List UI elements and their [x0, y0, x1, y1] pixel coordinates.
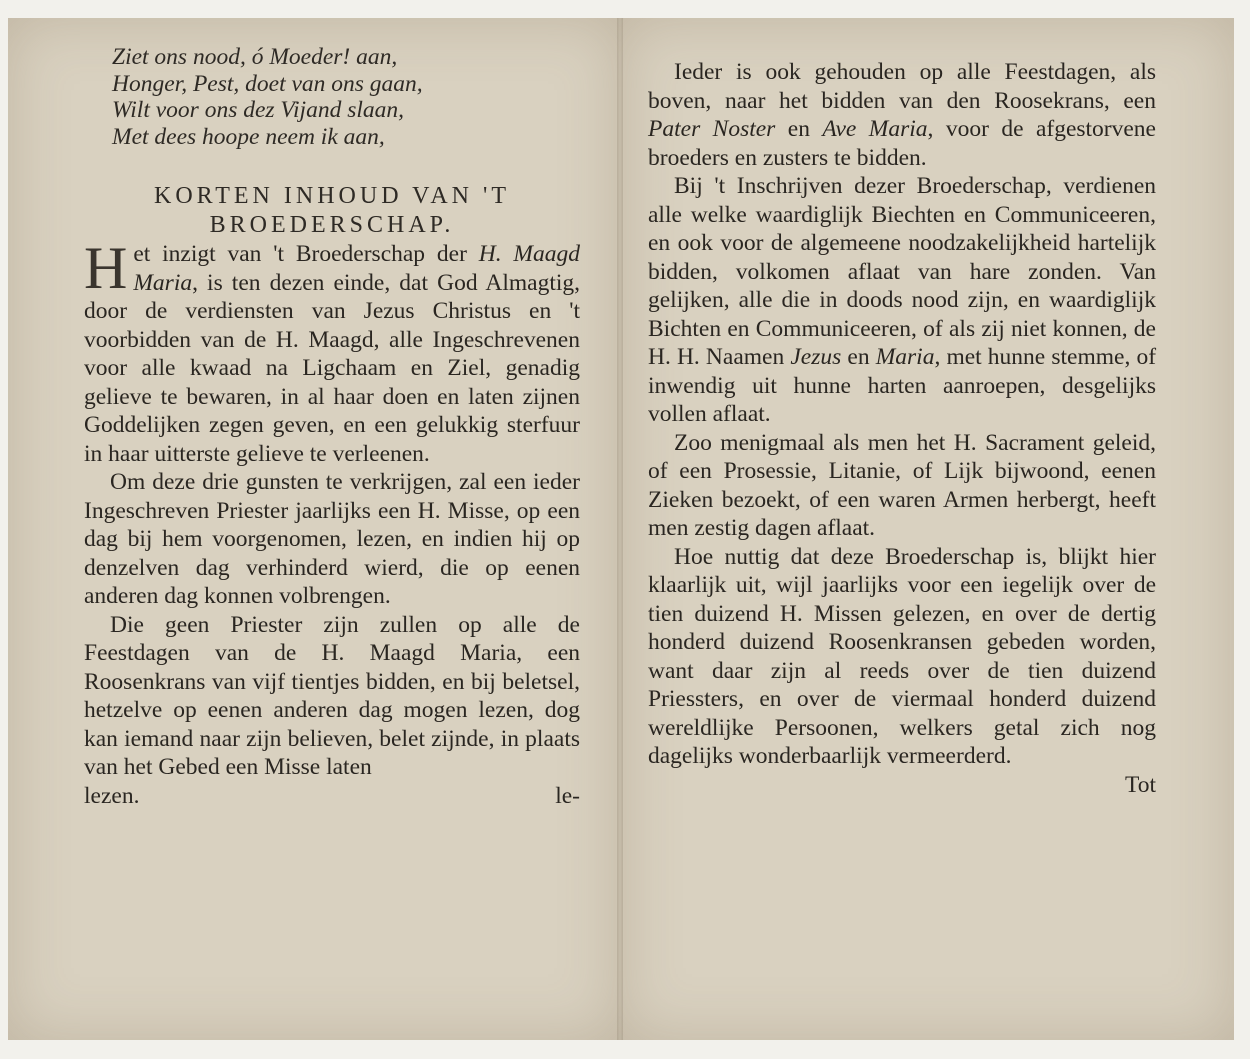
- left-page-footer: [84, 782, 580, 811]
- heading-line-2: BROEDERSCHAP.: [209, 212, 455, 238]
- poem-line: Wilt voor ons dez Vijand slaan,: [112, 97, 405, 123]
- left-column: [84, 44, 580, 810]
- paragraph-r2: [648, 172, 1156, 429]
- paragraph-r1: [648, 58, 1156, 172]
- paragraph-3: [84, 611, 580, 782]
- r2-text-e: , met hunne stemme, of inwendig uit hunne harten aanroepen, desgelijks vollen aflaat.: [648, 344, 1157, 427]
- r2-text-c: en: [847, 344, 870, 370]
- section-heading: [84, 182, 580, 240]
- r2-text-a: Bij 't Inschrijven dezer Broederschap, verdienen alle welke waardiglijk Biechten en Communiceeren, en ook voor de algemeene noodzakelijkheid hartelijk bidden, volkomen aflaat van hare zonden. Van gelijken, alle die in doods nood zijn, en waardiglijk Bichten en Communiceeren, of als zij niet konnen, de H. H. Naamen: [648, 173, 1156, 370]
- paragraph-r4: Hoe nuttig dat deze Broederschap is, blijkt hier klaarlijk uit, wijl jaarlijks voor een iegelijk over de tien duizend H. Missen gelezen, en over de dertig honderd duizend Roosenkransen gebeden worden, want daar zijn al reeds over de tien duizend Priessters, en over de viermaal honderd duizend wereldlijke Persoonen, welkers getal zich nog dagelijks wonderbaarlijk vermeerderd.: [648, 543, 1156, 769]
- paragraph-2: Om deze drie gunsten te verkrijgen, zal een ieder Ingeschreven Priester jaarlijks een H. Misse, op een dag bij hem voorgenomen, lezen, en indien hij op denzelven dag verhinderd wierd, die op eenen anderen dag konnen volbrengen.: [84, 469, 580, 609]
- heading-line-1: KORTEN INHOUD VAN 'T: [154, 183, 510, 209]
- r1-text-e: , voor de afgestorvene broeders en zusters te bidden.: [648, 116, 1156, 171]
- r2-italic-2: Maria: [875, 344, 935, 370]
- poem-line: Ziet ons nood, ó Moeder! aan,: [112, 44, 398, 70]
- poem: [112, 44, 580, 150]
- poem-line: Met dees hoope neem ik aan,: [112, 123, 385, 150]
- p1-text-a: et inzigt van 't Broederschap der: [133, 241, 467, 267]
- catchword: Tot: [1125, 771, 1156, 798]
- r2-italic-1: Jezus: [790, 344, 842, 370]
- r1-text-c: en: [787, 116, 810, 142]
- drop-cap: H: [84, 235, 128, 301]
- paragraph-r3: Zoo menigmaal als men het H. Sacrament geleid, of een Prosessie, Litanie, of Lijk bijwoond, eenen Zieken bezoekt, of een waren Armen herbergt, heeft men zestig dagen aflaat.: [648, 429, 1156, 541]
- catchword: le-: [555, 782, 580, 809]
- p1-italic: H. Maagd Maria: [133, 241, 581, 296]
- right-column: [648, 58, 1156, 799]
- r1-italic-1: Pater Noster: [648, 116, 776, 142]
- gutter: [617, 18, 623, 1040]
- p3-text: Die geen Priester zijn zullen op alle de Feestdagen van de H. Maagd Maria, een Roosenkrans van vijf tientjes bidden, en bij beletsel, hetzelve op eenen anderen dag mogen lezen, dog kan iemand naar zijn believen, belet zijnde, in plaats van het Gebed een Misse laten: [84, 611, 580, 780]
- last-word: lezen.: [84, 782, 140, 809]
- r1-text-a: Ieder is ook gehouden op alle Feestdagen, als boven, naar het bidden van den Roosekrans, een: [648, 59, 1156, 114]
- poem-line: Honger, Pest, doet van ons gaan,: [112, 70, 423, 97]
- r1-italic-2: Ave Maria: [822, 116, 928, 142]
- paragraph-1: [84, 235, 581, 468]
- right-page-footer: [648, 771, 1156, 800]
- p1-text-c: , is ten dezen einde, dat God Almagtig, door de verdiensten van Jezus Christus en 't voorbidden van de H. Maagd, alle Ingeschrevenen voor alle kwaad na Ligchaam en Ziel, genadig gelieve te bewaren, in al haar doen en laten zijnen Goddelijken zegen geven, en een gelukkig sterfuur in haar uitterste gelieve te verleenen.: [84, 269, 580, 467]
